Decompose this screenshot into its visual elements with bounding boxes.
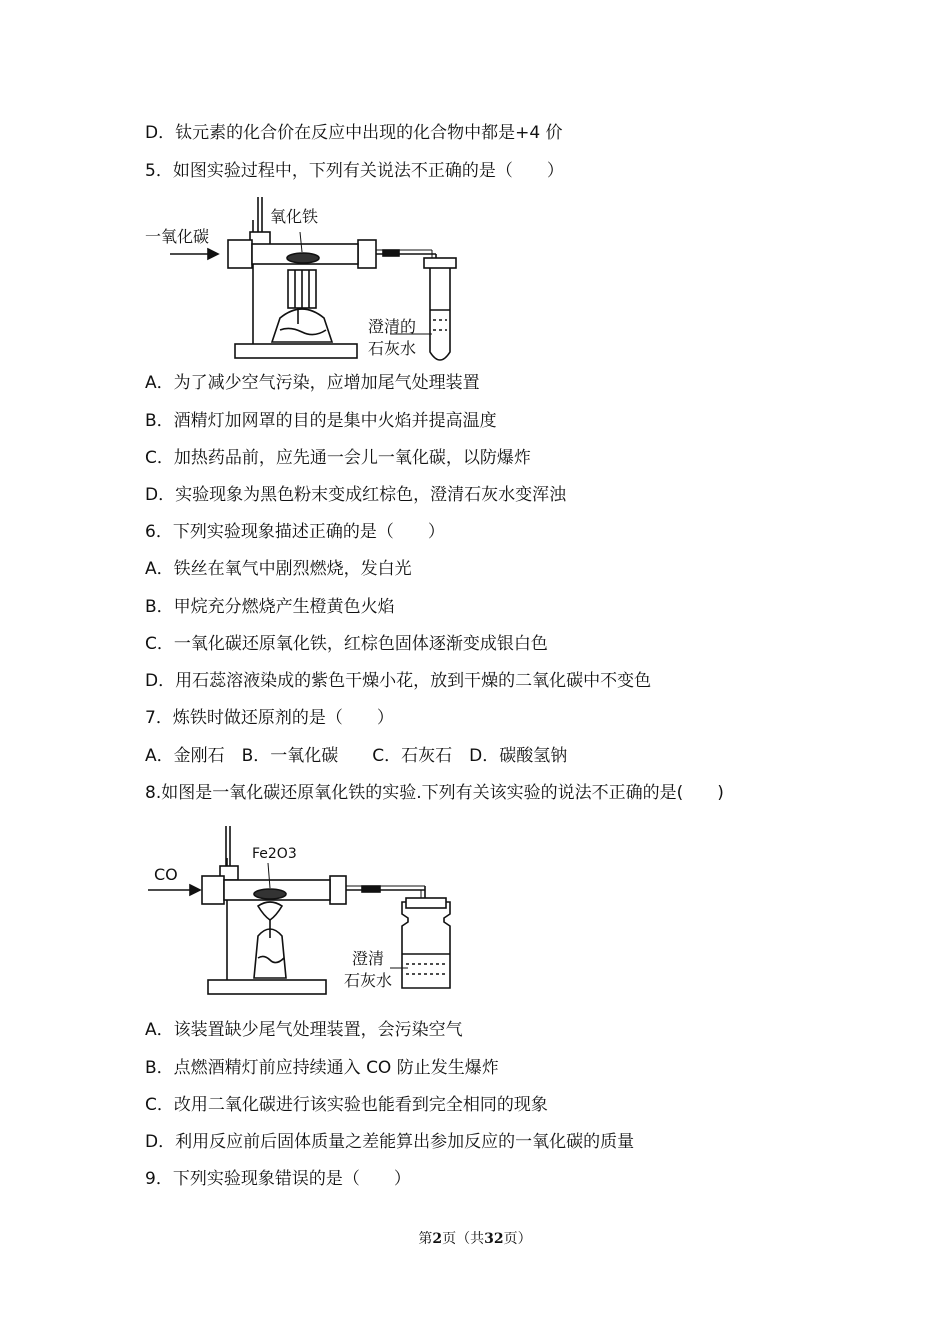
fig2-water-label-2: 石灰水 (344, 971, 393, 990)
question-6: 6．下列实验现象描述正确的是（ ） (145, 522, 445, 542)
line-d-titanium: D．钛元素的化合价在反应中出现的化合物中都是+4 价 (145, 123, 563, 143)
q5-option-c: C．加热药品前，应先通一会儿一氧化碳，以防爆炸 (145, 448, 531, 468)
question-7: 7．炼铁时做还原剂的是（ ） (145, 708, 394, 728)
q5-option-d: D．实验现象为黑色粉末变成红棕色，澄清石灰水变浑浊 (145, 485, 567, 505)
fig1-solid-label: 氧化铁 (270, 207, 319, 226)
q6-option-b: B．甲烷充分燃烧产生橙黄色火焰 (145, 597, 395, 617)
q8-option-b: B．点燃酒精灯前应持续通入 CO 防止发生爆炸 (145, 1058, 499, 1078)
fig2-water-label-1: 澄清 (352, 949, 385, 968)
q6-option-a: A．铁丝在氧气中剧烈燃烧，发白光 (145, 559, 412, 579)
fig1-water-label-1: 澄清的 (368, 317, 417, 336)
q7-options: A．金刚石 B．一氧化碳 C．石灰石 D．碳酸氢钠 (145, 746, 568, 766)
q5-option-b: B．酒精灯加网罩的目的是集中火焰并提高温度 (145, 411, 497, 431)
q8-option-a: A．该装置缺少尾气处理装置，会污染空气 (145, 1020, 463, 1040)
footer-suffix: 页） (503, 1231, 532, 1247)
question-5: 5．如图实验过程中，下列有关说法不正确的是（ ） (145, 161, 564, 181)
fig2-solid-label: Fe2O3 (252, 846, 297, 862)
figure-1-apparatus (140, 192, 480, 367)
fig2-gas-label: CO (154, 865, 178, 884)
footer-prefix: 第 (418, 1231, 433, 1247)
q8-option-d: D．利用反应前后固体质量之差能算出参加反应的一氧化碳的质量 (145, 1132, 635, 1152)
question-9: 9．下列实验现象错误的是（ ） (145, 1169, 411, 1189)
footer-middle: 页（共 (442, 1231, 485, 1247)
q8-option-c: C．改用二氧化碳进行该实验也能看到完全相同的现象 (145, 1095, 548, 1115)
q6-option-c: C．一氧化碳还原氧化铁，红棕色固体逐渐变成银白色 (145, 634, 548, 654)
fig1-gas-label: 一氧化碳 (145, 227, 210, 246)
footer-page-number: 2 (432, 1231, 443, 1247)
question-8: 8.如图是一氧化碳还原氧化铁的实验.下列有关该实验的说法不正确的是( ) (145, 783, 724, 803)
fig1-water-label-2: 石灰水 (368, 339, 417, 358)
figure-2-apparatus (140, 818, 470, 1003)
q5-option-a: A．为了减少空气污染，应增加尾气处理装置 (145, 373, 480, 393)
page-footer (0, 1228, 950, 1248)
footer-total-pages: 32 (484, 1231, 504, 1247)
q6-option-d: D．用石蕊溶液染成的紫色干燥小花，放到干燥的二氧化碳中不变色 (145, 671, 652, 691)
